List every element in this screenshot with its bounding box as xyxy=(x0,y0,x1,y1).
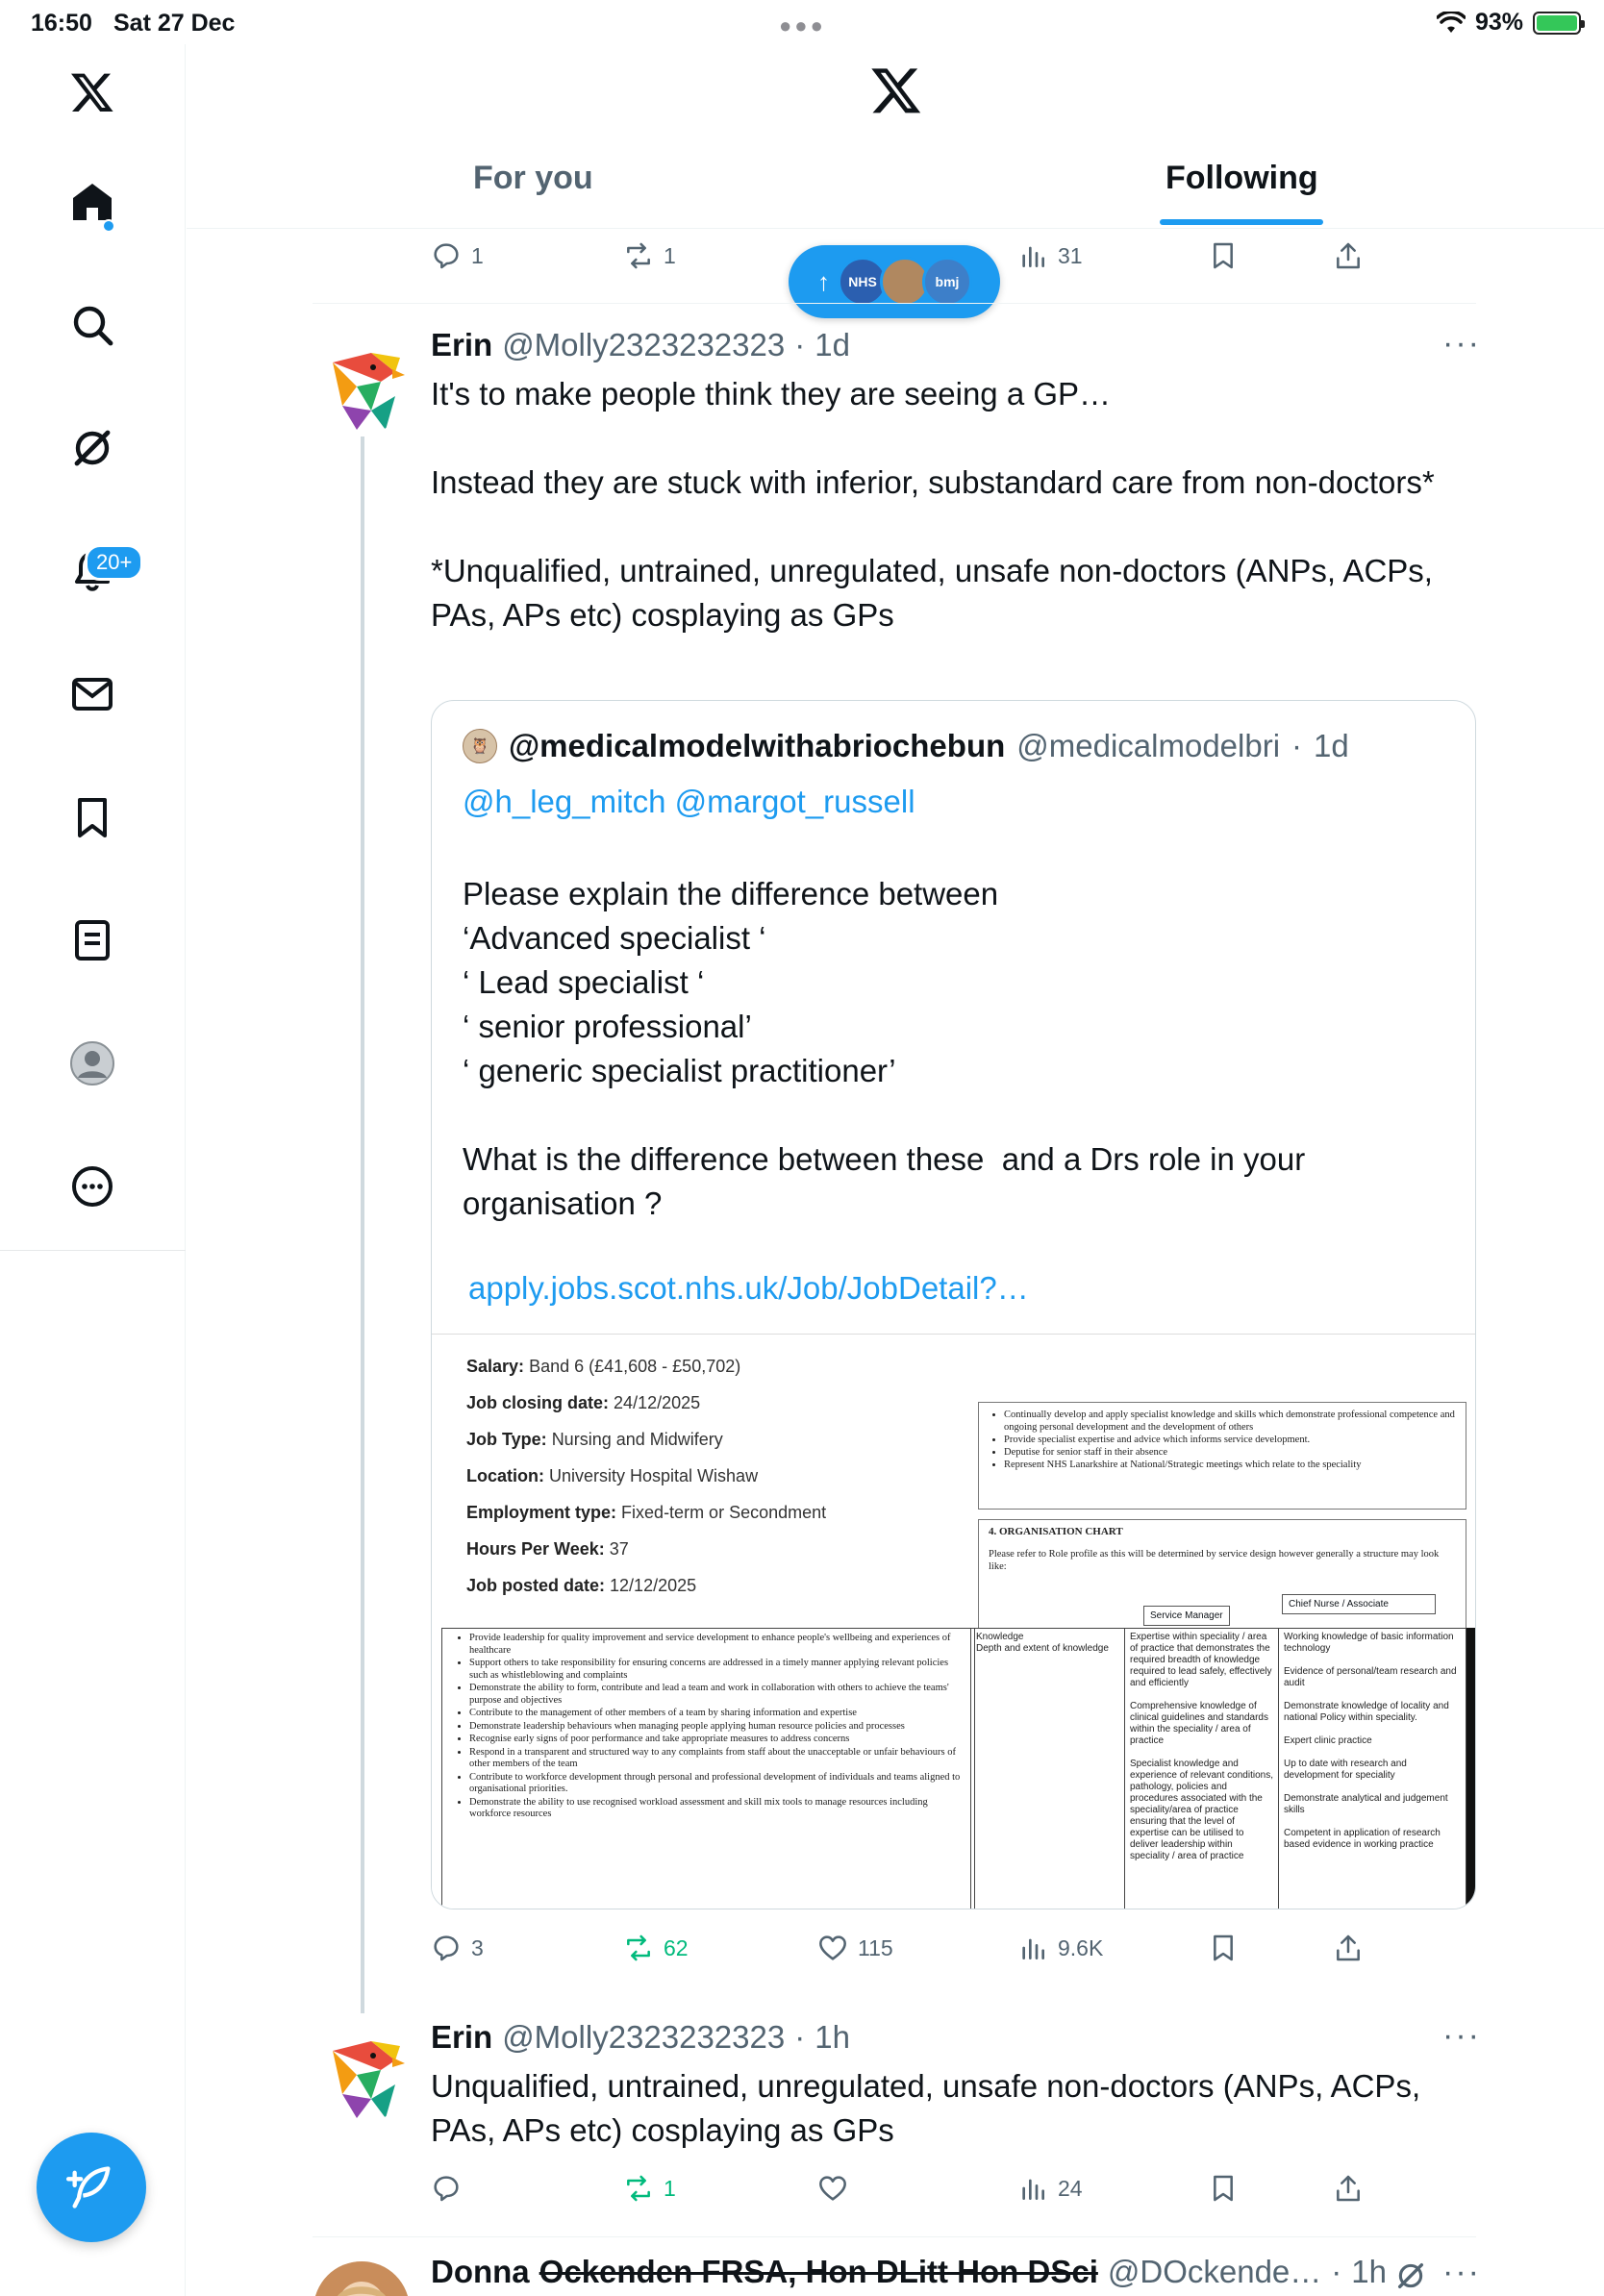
quote-author-avatar: 🦉 xyxy=(463,729,497,763)
doc-bullet-box: • Continually develop and apply specialist knowledge and skills which demonstrate professional competence and ongoing personal development and the development of others • Provide specialist expertise and advice which informs service development. • Deputise for senior staff in their absence • Represent NHS Lanarkshire at National/Strategic meetings which relate to the speciality xyxy=(978,1402,1466,1510)
org-chart-title: 4. ORGANISATION CHART xyxy=(989,1526,1123,1537)
repost-icon xyxy=(623,1933,654,1963)
views-count: 9.6K xyxy=(1058,1934,1104,1960)
job-field: Location: University Hospital Wishaw xyxy=(466,1466,759,1485)
share-button[interactable] xyxy=(1333,1933,1364,1963)
author-handle[interactable]: @Molly2323232323 xyxy=(502,327,786,362)
reply-icon xyxy=(431,240,462,271)
share-icon xyxy=(1333,240,1364,271)
bookmarks-icon[interactable] xyxy=(54,779,131,856)
more-icon[interactable]: ··· xyxy=(1442,325,1481,362)
quoted-post[interactable] xyxy=(431,700,1476,1909)
compose-post-button[interactable] xyxy=(37,2133,146,2242)
author-name-rest[interactable]: Ockenden FRSA, Hon DLitt Hon DSci xyxy=(539,2254,1098,2289)
post-time[interactable]: 1d xyxy=(815,327,850,362)
arrow-up-icon: ↑ xyxy=(817,266,830,296)
more-icon[interactable]: ··· xyxy=(1442,2017,1481,2054)
views-button[interactable] xyxy=(1017,240,1083,271)
share-icon xyxy=(1333,2173,1364,2204)
new-post-avatar: NHS xyxy=(838,257,888,307)
eagle-avatar-image xyxy=(313,338,410,435)
dot-separator: · xyxy=(794,327,806,362)
like-button[interactable] xyxy=(817,2173,848,2204)
battery-icon xyxy=(1533,12,1581,35)
bookmark-button[interactable] xyxy=(1208,240,1239,271)
left-nav xyxy=(0,44,186,2296)
job-field: Employment type: Fixed-term or Secondment xyxy=(466,1503,827,1522)
eagle-avatar-image xyxy=(313,2027,410,2123)
author-avatar[interactable] xyxy=(313,2261,410,2296)
post-header xyxy=(431,327,850,363)
job-field: Job posted date: 12/12/2025 xyxy=(466,1576,697,1595)
heart-icon xyxy=(817,1933,848,1963)
compose-feather-icon xyxy=(66,2162,116,2212)
author-handle[interactable]: @Molly2323232323 xyxy=(502,2019,786,2055)
repost-button[interactable] xyxy=(623,240,676,271)
battery-percent: 93% xyxy=(1474,9,1523,36)
new-post-avatar: bmj xyxy=(922,257,972,307)
views-icon xyxy=(1017,2173,1048,2204)
reply-count: 3 xyxy=(471,1934,484,1960)
post-time[interactable]: 1h xyxy=(815,2019,850,2055)
bookmark-icon xyxy=(1208,240,1239,271)
active-tab-indicator xyxy=(1160,219,1323,225)
reply-count: 1 xyxy=(471,242,484,268)
post-time[interactable]: 1h xyxy=(1351,2254,1388,2289)
job-details xyxy=(466,1348,826,1604)
job-field: Job closing date: 24/12/2025 xyxy=(466,1393,701,1412)
share-icon xyxy=(1333,1933,1364,1963)
timeline-header xyxy=(187,44,1604,229)
x-logo-icon xyxy=(869,63,923,117)
tab-following[interactable]: Following xyxy=(1165,160,1318,196)
like-button[interactable] xyxy=(817,1933,893,1963)
reply-button[interactable] xyxy=(431,2173,462,2204)
reply-button[interactable] xyxy=(431,1933,484,1963)
dot-separator: · xyxy=(1331,2254,1342,2289)
more-icon[interactable]: ··· xyxy=(1442,2254,1481,2290)
views-button[interactable] xyxy=(1017,1933,1103,1963)
table-cell: Expertise within speciality / area of practice that demonstrates the required breadth of knowledge required to lead safely, effectively and efficiently Comprehensive knowledge of clinical guidelines and standards within the speciality / area of practice Specialist knowledge and experience of relevant conditions, pathology, policies and procedures associated with the speciality/area of practice ensuring that the level of expertise can be utilised to deliver leadership within speciality / area of practice xyxy=(1130,1632,1273,1861)
grok-icon[interactable] xyxy=(54,410,131,487)
leadership-bullets: • Provide leadership for quality improvement and service development to enhance people's wellbeing and experiences of healthcare • Support others to take responsibility for ensuring concerns are addressed in a timely manner applying relevant policies such as whistleblowing and complaints • Demonstrate the ability to form, contribute and lead a team and work in collaboration with others to achieve the teams' purpose and objectives • Contribute to the management of other members of a team by sharing information and expertise • Demonstrate leadership behaviours when managing people applying human resource policies and processes • Recognise early signs of poor performance and take appropriate measures to address concerns • Respond in a transparent and structured way to any complaints from staff about the unacceptable or unfair behaviours of other members of the team • Contribute to workforce development through personal and professional development of individuals and teams aligned to organisational priorities. • Demonstrate the ability to use recognised workload assessment and skill mix tools to manage resources including workforce resources xyxy=(441,1628,975,1909)
repost-icon xyxy=(623,2173,654,2204)
job-field: Salary: Band 6 (£41,608 - £50,702) xyxy=(466,1357,741,1376)
share-button[interactable] xyxy=(1333,2173,1364,2204)
status-bar xyxy=(0,0,1604,44)
person-avatar-image xyxy=(313,2261,410,2296)
dot-separator: · xyxy=(1291,728,1303,763)
reply-button[interactable] xyxy=(431,240,484,271)
repost-count: 1 xyxy=(664,2175,676,2201)
views-icon xyxy=(1017,240,1048,271)
org-chart-note: Please refer to Role profile as this will be determined by service design however generally a structure may look like: xyxy=(989,1549,1440,1572)
views-count: 31 xyxy=(1058,242,1083,268)
status-right xyxy=(1437,9,1581,37)
author-name[interactable]: Erin xyxy=(431,2019,493,2055)
repost-count: 1 xyxy=(664,242,676,268)
org-chart-box: Chief Nurse / Associate xyxy=(1282,1594,1436,1614)
repost-count: 62 xyxy=(664,1934,689,1960)
grok-icon[interactable] xyxy=(1394,2259,1427,2292)
home-icon[interactable] xyxy=(54,163,131,240)
reply-icon xyxy=(431,1933,462,1963)
doc-lower-section xyxy=(432,1628,1476,1909)
org-chart-box: Service Manager xyxy=(1143,1606,1230,1626)
wifi-icon xyxy=(1437,12,1466,35)
quote-author-handle: @medicalmodelbri xyxy=(1016,728,1281,763)
multitasking-dots-icon[interactable]: ●●● xyxy=(779,13,826,37)
author-handle[interactable]: @DOckende… xyxy=(1107,2254,1322,2289)
thread-connector xyxy=(361,437,364,2013)
quote-text: Please explain the difference between ‘Advanced specialist ‘ ‘ Lead specialist ‘ ‘ senior professional’ ‘ generic specialist practitioner’ What is the difference between these and a Drs role in your organisation ? xyxy=(463,876,1306,1221)
bookmark-button[interactable] xyxy=(1208,2173,1239,2204)
post-divider xyxy=(313,303,1476,304)
like-count: 115 xyxy=(858,1934,893,1960)
share-button[interactable] xyxy=(1333,240,1364,271)
quote-mentions[interactable]: @h_leg_mitch @margot_russell xyxy=(463,784,915,819)
reply-icon xyxy=(431,2173,462,2204)
lists-icon[interactable] xyxy=(54,902,131,979)
quote-link[interactable]: apply.jobs.scot.nhs.uk/Job/JobDetail?… xyxy=(468,1270,1029,1306)
status-time: 16:50 xyxy=(31,10,92,37)
job-field: Job Type: Nursing and Midwifery xyxy=(466,1430,723,1449)
nav-divider xyxy=(0,1250,186,1251)
author-avatar[interactable] xyxy=(313,2027,410,2123)
heart-icon xyxy=(817,2173,848,2204)
notifications-badge: 20+ xyxy=(85,544,143,581)
author-name[interactable]: Erin xyxy=(431,327,493,362)
x-logo-icon[interactable] xyxy=(54,54,131,131)
more-options-icon[interactable] xyxy=(54,1148,131,1225)
new-posts-pill[interactable] xyxy=(789,245,1000,318)
views-button[interactable] xyxy=(1017,2173,1083,2204)
home-unread-dot xyxy=(102,219,115,233)
post-text: Unqualified, untrained, unregulated, unsafe non-doctors (ANPs, ACPs, PAs, APs etc) cosplaying as GPs xyxy=(431,2068,1430,2148)
bookmark-button[interactable] xyxy=(1208,1933,1239,1963)
dot-separator: · xyxy=(794,2019,806,2055)
bookmark-icon xyxy=(1208,2173,1239,2204)
bookmark-icon xyxy=(1208,1933,1239,1963)
status-date: Sat 27 Dec xyxy=(113,10,236,37)
tab-for-you[interactable]: For you xyxy=(473,160,593,196)
quote-author-name: @medicalmodelwithabriochebun xyxy=(509,728,1006,763)
quote-attached-image[interactable] xyxy=(432,1334,1476,1909)
repost-button[interactable] xyxy=(623,1933,689,1963)
author-name[interactable]: Donna xyxy=(431,2254,530,2289)
table-cell: Knowledge Depth and extent of knowledge xyxy=(976,1632,1109,1654)
views-icon xyxy=(1017,1933,1048,1963)
post-header xyxy=(431,2019,850,2056)
repost-icon xyxy=(623,240,654,271)
views-count: 24 xyxy=(1058,2175,1083,2201)
author-avatar[interactable] xyxy=(313,338,410,435)
job-field: Hours Per Week: 37 xyxy=(466,1539,629,1559)
post-header xyxy=(431,2254,1387,2290)
repost-button[interactable] xyxy=(623,2173,676,2204)
image-edge-bar xyxy=(1466,1628,1476,1909)
profile-avatar-icon[interactable] xyxy=(54,1025,131,1102)
post-text: It's to make people think they are seeing a GP… Instead they are stuck with inferior, substandard care from non-doctors* *Unqualified, untrained, unregulated, unsafe non-doctors (ANPs, ACPs, PAs, APs etc) cosplaying as GPs xyxy=(431,376,1435,633)
knowledge-table xyxy=(970,1628,1466,1909)
post-divider xyxy=(313,2236,1476,2237)
table-cell: Working knowledge of basic information technology Evidence of personal/team research and audit Demonstrate knowledge of locality and national Policy within speciality. Expert clinic practice Up to date with research and development for speciality Demonstrate analytical and judgement skills Competent in application of research based evidence in working practice xyxy=(1284,1632,1457,1850)
quote-time: 1d xyxy=(1314,728,1349,763)
messages-icon[interactable] xyxy=(54,656,131,733)
quote-header xyxy=(463,728,1349,764)
search-icon[interactable] xyxy=(54,287,131,363)
